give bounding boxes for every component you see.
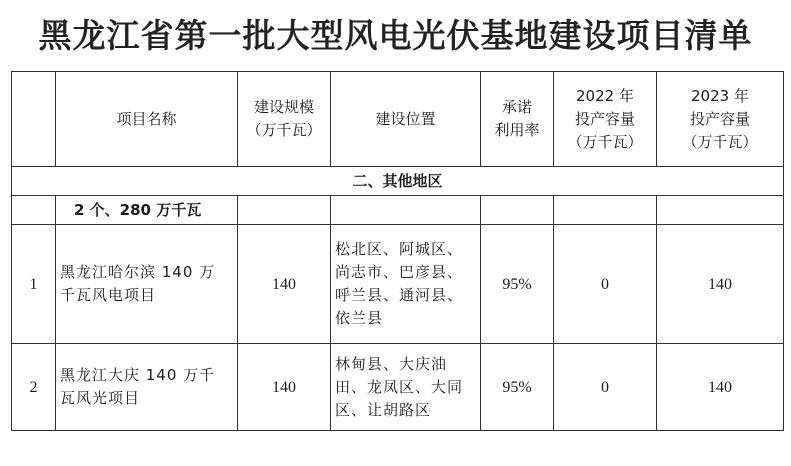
section-label: 二、其他地区: [12, 167, 784, 196]
header-scale-line: 建设规模: [253, 98, 314, 116]
row-project-name-line: 千瓦风电项目: [60, 286, 157, 304]
header-capacity-2022-line: 投产容量: [574, 109, 635, 128]
group-empty-cell: [238, 196, 331, 225]
header-capacity-2022-line: （万千瓦）: [567, 132, 643, 151]
header-project-name: 项目名称: [56, 72, 238, 167]
row-location-line: 林甸县、大庆油: [335, 354, 448, 373]
group-empty-cell: [657, 196, 784, 225]
header-row: [12, 72, 784, 167]
header-capacity-2023-line: 2023 年: [691, 86, 749, 105]
row-index: 1: [12, 225, 56, 344]
header-capacity-2022-line: 2022 年: [576, 86, 634, 105]
group-label: 2 个、280 万千瓦: [56, 196, 238, 225]
group-empty-cell: [481, 196, 554, 225]
row-location-line: 尚志市、巴彦县、: [335, 263, 464, 281]
table-row: [12, 225, 784, 344]
header-utilization-line: 承诺: [501, 98, 532, 116]
row-capacity-2022: 0: [554, 344, 657, 431]
row-utilization: 95%: [481, 344, 554, 431]
row-project-name: [56, 225, 238, 344]
project-table: [11, 71, 784, 431]
row-capacity-2023: 140: [657, 225, 784, 344]
table-row: [12, 344, 784, 431]
row-location-line: 松北区、阿城区、: [335, 240, 464, 258]
group-empty-cell: [12, 196, 56, 225]
document-title: 黑龙江省第一批大型风电光伏基地建设项目清单: [38, 16, 753, 55]
group-empty-cell: [331, 196, 481, 225]
header-capacity-2023-line: （万千瓦）: [682, 132, 758, 151]
header-capacity-2023-line: 投产容量: [689, 109, 750, 128]
header-capacity-2022: [554, 72, 657, 167]
header-utilization-line: 利用率: [494, 121, 540, 139]
row-project-name-line: 瓦风光项目: [60, 389, 141, 407]
row-project-name-line: 黑龙江哈尔滨 140 万: [60, 263, 216, 281]
row-utilization: 95%: [481, 225, 554, 344]
header-scale-line: （万千瓦）: [246, 121, 322, 139]
row-project-name-line: 黑龙江大庆 140 万千: [60, 366, 216, 384]
header-utilization: [481, 72, 554, 167]
row-location: [331, 344, 481, 431]
row-location-line: 依兰县: [335, 309, 384, 327]
row-location-line: 区、让胡路区: [335, 400, 432, 419]
row-capacity-2022: 0: [554, 225, 657, 344]
row-scale: 140: [238, 225, 331, 344]
header-capacity-2023: [657, 72, 784, 167]
group-row: [12, 196, 784, 225]
row-scale: 140: [238, 344, 331, 431]
section-row: [12, 167, 784, 196]
group-empty-cell: [554, 196, 657, 225]
row-project-name: [56, 344, 238, 431]
row-location-line: 呼兰县、通河县、: [335, 286, 464, 304]
row-location-line: 田、龙凤区、大同: [335, 377, 464, 396]
header-index: [12, 72, 56, 167]
header-location: 建设位置: [331, 72, 481, 167]
row-location: [331, 225, 481, 344]
row-index: 2: [12, 344, 56, 431]
row-capacity-2023: 140: [657, 344, 784, 431]
header-scale: [238, 72, 331, 167]
